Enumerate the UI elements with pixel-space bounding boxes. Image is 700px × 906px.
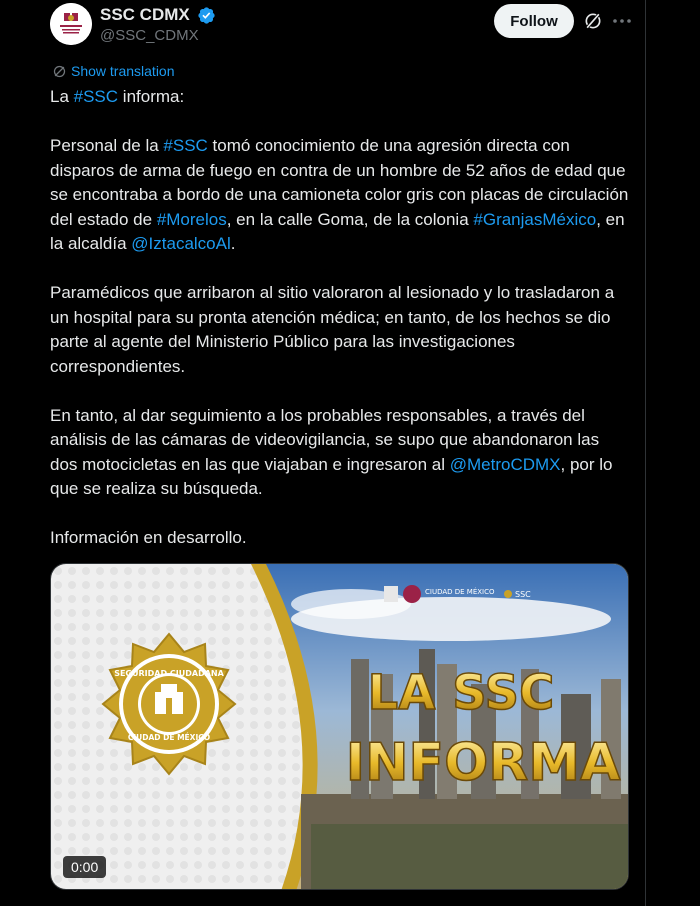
text-segment: , en la calle Goma, de la colonia	[226, 209, 474, 229]
grok-icon[interactable]	[583, 11, 603, 31]
column-divider	[645, 0, 646, 906]
emblem-logo	[384, 586, 398, 602]
hashtag-link[interactable]: #SSC	[73, 87, 119, 106]
follow-button[interactable]: Follow	[494, 4, 574, 38]
hashtag-link[interactable]: #Morelos	[156, 209, 227, 229]
tweet-body	[50, 85, 634, 551]
mention-link[interactable]: @IztacalcoAl	[131, 234, 231, 253]
text-segment: tomó conocimiento de una agresión directa con disparos de arma de fuego en contra de un hombre de 52 años de edad que se encontraba a bordo de una camioneta color gris con placas de circulación del estado de	[50, 136, 634, 229]
mention-link[interactable]: @MetroCDMX	[449, 454, 561, 474]
display-name[interactable]: SSC CDMX	[100, 5, 190, 24]
translate-icon	[52, 64, 67, 79]
badge-ring-bottom: CIUDAD DE MÉXICO	[127, 733, 211, 742]
paragraph: Información en desarrollo.	[50, 528, 247, 547]
video-player[interactable]	[50, 563, 629, 890]
show-translation-link[interactable]	[52, 63, 175, 81]
tweet-header	[50, 3, 640, 45]
avatar[interactable]	[50, 3, 92, 45]
handle[interactable]: @SSC_CDMX	[100, 27, 199, 44]
text-segment: Personal de la	[50, 136, 164, 155]
badge-ring-top: SEGURIDAD CIUDADANA	[114, 669, 224, 678]
text-segment: , en la alcaldía	[50, 209, 630, 253]
text-segment: La	[50, 87, 74, 106]
logo-text-2: SSC	[515, 590, 531, 599]
text-segment: .	[230, 234, 236, 253]
cdmx-logo	[403, 585, 421, 603]
headline-line2: INFORMA	[345, 733, 621, 793]
text-segment: , por lo que se realiza su búsqueda.	[50, 454, 618, 498]
headline-line1: LA SSC	[367, 665, 555, 721]
text-segment: En tanto, al dar seguimiento a los probables responsables, a través del análisis de las cámaras de videovigilancia, se supo que abandonaron las dos motocicletas en las que viajaban e ingresaron al	[50, 405, 604, 474]
name-block	[100, 5, 216, 44]
logo-text-1: CIUDAD DE MÉXICO	[425, 588, 495, 596]
more-icon[interactable]	[610, 9, 634, 33]
video-time: 0:00	[63, 856, 106, 878]
paragraph: Paramédicos que arribaron al sitio valoraron al lesionado y lo trasladaron a un hospital para su pronta atención médica; en tanto, de los hechos se dio parte al agente del Ministerio Público para las investigaciones correspondientes.	[50, 283, 619, 376]
hashtag-link[interactable]: #SSC	[163, 136, 208, 155]
verified-badge-icon	[197, 6, 216, 25]
hashtag-link[interactable]: #GranjasMéxico	[473, 209, 597, 229]
video-thumbnail	[51, 564, 629, 890]
show-translation-label: Show translation	[71, 63, 175, 79]
ssc-logo-mark	[504, 590, 512, 598]
text-segment: informa:	[118, 87, 185, 106]
